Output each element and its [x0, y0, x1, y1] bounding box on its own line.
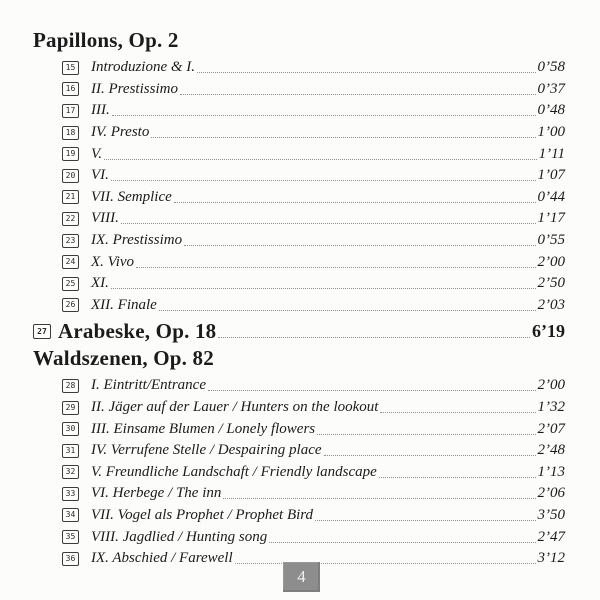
track-number-badge: 20 — [62, 169, 79, 183]
track-number-badge: 31 — [62, 444, 79, 458]
arabeske-line — [33, 317, 565, 345]
track-title: VII. Vogel als Prophet / Prophet Bird — [91, 506, 314, 523]
track-number-badge: 25 — [62, 277, 79, 291]
track-number-badge: 30 — [62, 422, 79, 436]
track-title: IX. Prestissimo — [91, 232, 183, 249]
track-number-badge: 15 — [62, 61, 79, 75]
track-number-badge: 32 — [62, 465, 79, 479]
track-row — [33, 397, 565, 419]
track-row — [33, 165, 565, 187]
dotted-leader — [104, 159, 537, 160]
track-title: I. Eintritt/Entrance — [91, 377, 206, 394]
track-duration: 6’19 — [532, 320, 565, 341]
track-title: X. Vivo — [91, 253, 135, 270]
track-duration: 3’50 — [537, 506, 565, 523]
track-duration: 2’03 — [537, 296, 565, 313]
track-title: V. Freundliche Landschaft / Friendly landscape — [91, 463, 377, 480]
track-row — [33, 440, 565, 462]
track-duration: 0’58 — [537, 59, 565, 76]
track-row — [33, 100, 565, 122]
track-number-badge: 22 — [62, 212, 79, 226]
track-row — [33, 295, 565, 317]
track-title: IV. Verrufene Stelle / Despairing place — [91, 442, 322, 459]
track-title: IX. Abschied / Farewell — [91, 550, 233, 567]
dotted-leader — [111, 288, 536, 289]
track-row — [33, 505, 565, 527]
track-duration: 1’00 — [537, 124, 565, 141]
track-row — [33, 143, 565, 165]
dotted-leader — [235, 563, 536, 564]
track-number-badge: 18 — [62, 126, 79, 140]
track-number-badge: 34 — [62, 508, 79, 522]
track-row — [33, 187, 565, 209]
track-title: III. — [91, 102, 110, 119]
dotted-leader — [151, 137, 535, 138]
track-title: IV. Presto — [91, 124, 150, 141]
track-title: VI. Herbege / The inn — [91, 485, 222, 502]
track-title: VIII. Jagdlied / Hunting song — [91, 528, 268, 545]
track-row — [33, 483, 565, 505]
dotted-leader — [136, 267, 535, 268]
track-title: VI. — [91, 167, 109, 184]
track-duration: 1’07 — [537, 167, 565, 184]
dotted-leader — [174, 202, 536, 203]
track-number-badge: 23 — [62, 234, 79, 248]
track-duration: 1’11 — [538, 145, 565, 162]
track-number-badge: 17 — [62, 104, 79, 118]
track-duration: 2’50 — [537, 275, 565, 292]
track-title: III. Einsame Blumen / Lonely flowers — [91, 420, 316, 437]
track-title: XI. — [91, 275, 109, 292]
dotted-leader — [223, 498, 535, 499]
dotted-leader — [317, 434, 535, 435]
dotted-leader — [315, 520, 535, 521]
track-duration: 0’48 — [537, 102, 565, 119]
track-row — [33, 273, 565, 295]
track-duration: 2’48 — [537, 442, 565, 459]
track-row — [33, 122, 565, 144]
dotted-leader — [184, 245, 535, 246]
track-duration: 2’00 — [537, 377, 565, 394]
track-title: II. Prestissimo — [91, 80, 178, 97]
track-number-badge: 24 — [62, 255, 79, 269]
track-number-badge: 19 — [62, 147, 79, 161]
section-papillons — [33, 28, 565, 316]
section-waldszenen — [33, 346, 565, 569]
track-row — [33, 251, 565, 273]
track-row — [33, 418, 565, 440]
track-duration: 0’55 — [537, 232, 565, 249]
track-list-waldszenen — [33, 375, 565, 569]
track-duration: 2’00 — [537, 253, 565, 270]
track-title: VIII. — [91, 210, 119, 227]
track-duration: 2’07 — [537, 420, 565, 437]
track-duration: 2’47 — [537, 528, 565, 545]
section-heading-papillons: Papillons, Op. 2 — [33, 28, 179, 52]
track-row — [33, 79, 565, 101]
page-number-badge — [283, 562, 320, 592]
section-heading-arabeske: Arabeske, Op. 18 — [58, 318, 217, 343]
track-row — [33, 375, 565, 397]
track-title: II. Jäger auf der Lauer / Hunters on the lookout — [91, 399, 379, 416]
track-number-badge: 27 — [33, 324, 51, 339]
dotted-leader — [379, 477, 536, 478]
track-duration: 1’13 — [537, 463, 565, 480]
dotted-leader — [111, 180, 536, 181]
dotted-leader — [159, 310, 536, 311]
track-duration: 0’44 — [537, 188, 565, 205]
track-title: XII. Finale — [91, 296, 157, 313]
dotted-leader — [324, 455, 536, 456]
track-number-badge: 35 — [62, 530, 79, 544]
track-duration: 0’37 — [537, 80, 565, 97]
track-row — [33, 526, 565, 548]
track-title: V. — [91, 145, 102, 162]
track-number-badge: 29 — [62, 401, 79, 415]
track-row — [33, 462, 565, 484]
page-number: 4 — [297, 567, 306, 586]
dotted-leader — [208, 390, 536, 391]
track-number-badge: 21 — [62, 190, 79, 204]
track-list-papillons — [33, 57, 565, 316]
track-row — [33, 208, 565, 230]
dotted-leader — [218, 337, 530, 338]
track-title: Introduzione & I. — [91, 59, 196, 76]
track-number-badge: 36 — [62, 552, 79, 566]
section-heading-waldszenen: Waldszenen, Op. 82 — [33, 346, 214, 371]
dotted-leader — [180, 94, 536, 95]
track-row — [33, 57, 565, 79]
track-row — [33, 230, 565, 252]
track-number-badge: 33 — [62, 487, 79, 501]
track-duration: 3’12 — [537, 550, 565, 567]
dotted-leader — [197, 72, 535, 73]
track-number-badge: 16 — [62, 82, 79, 96]
track-number-badge: 26 — [62, 298, 79, 312]
dotted-leader — [380, 412, 535, 413]
track-duration: 1’32 — [537, 399, 565, 416]
dotted-leader — [269, 542, 535, 543]
dotted-leader — [112, 115, 536, 116]
dotted-leader — [121, 223, 536, 224]
track-duration: 2’06 — [537, 485, 565, 502]
track-number-badge: 28 — [62, 379, 79, 393]
track-duration: 1’17 — [537, 210, 565, 227]
track-title: VII. Semplice — [91, 188, 172, 205]
